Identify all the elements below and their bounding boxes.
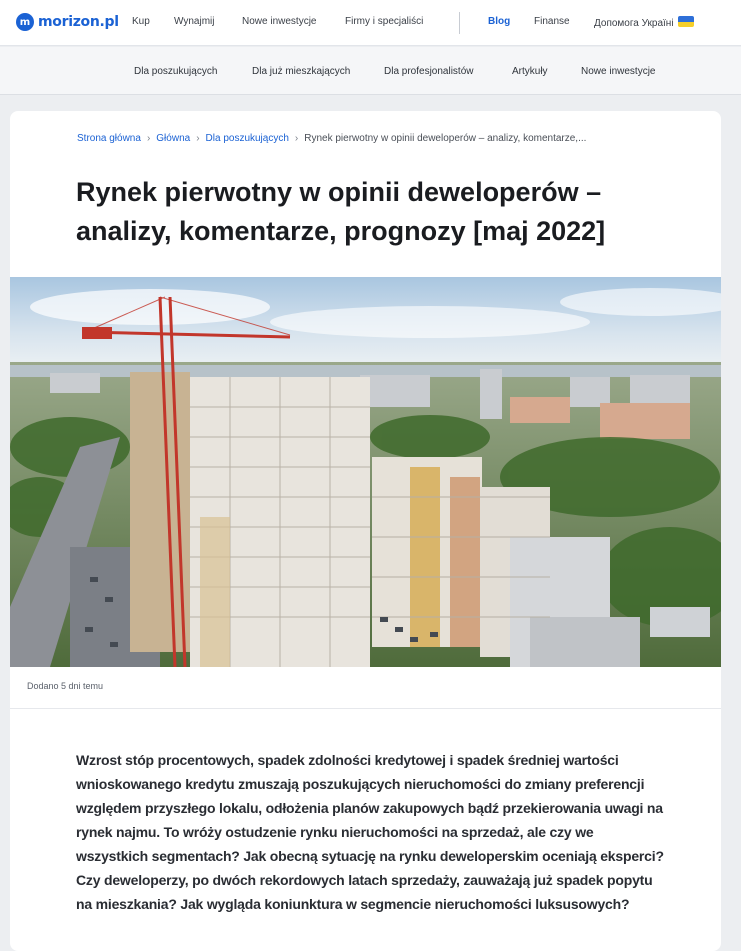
construction-photo — [10, 277, 721, 667]
subnav-item-dla-profesjonalistow[interactable]: Dla profesjonalistów — [384, 66, 474, 77]
nav-item-blog[interactable]: Blog — [488, 16, 511, 27]
breadcrumb-separator: › — [146, 133, 151, 144]
article-title: Rynek pierwotny w opinii deweloperów – analizy, komentarze, prognozy [maj 2022] — [76, 177, 606, 246]
logo-text: morizon.pl — [38, 14, 119, 30]
breadcrumb-separator: › — [196, 133, 200, 144]
nav-item-kup[interactable]: Kup — [132, 16, 150, 27]
breadcrumb-glowna[interactable]: Główna — [156, 133, 191, 144]
ukraine-flag-icon — [678, 16, 694, 27]
subnav-item-artykuly[interactable]: Artykuły — [512, 66, 548, 77]
breadcrumb — [77, 133, 586, 144]
breadcrumb-category[interactable]: Dla poszukujących — [205, 133, 289, 144]
breadcrumb-home[interactable]: Strona główna — [77, 133, 141, 144]
subnav-item-dla-mieszkajacych[interactable]: Dla już mieszkających — [252, 66, 351, 77]
image-caption: Dodano 5 dni temu — [27, 681, 104, 691]
nav-item-nowe-inwestycje[interactable]: Nowe inwestycje — [242, 16, 317, 27]
breadcrumb-current: Rynek pierwotny w opinii deweloperów – analizy, komentarze,... — [304, 133, 587, 144]
nav-item-finanse[interactable]: Finanse — [534, 16, 570, 27]
site-logo[interactable] — [16, 13, 119, 31]
subnav-item-nowe-inwestycje[interactable]: Nowe inwestycje — [581, 66, 656, 77]
nav-item-wynajmij[interactable]: Wynajmij — [174, 16, 215, 27]
nav-item-ukraine[interactable] — [594, 16, 694, 29]
article-card — [10, 111, 721, 951]
nav-item-firmy[interactable]: Firmy i specjaliści — [345, 16, 424, 27]
article-hero-image — [10, 277, 721, 667]
logo-icon: m — [16, 13, 34, 31]
ukraine-label: Допомога Україні — [594, 18, 674, 29]
article-lead: Wzrost stóp procentowych, spadek zdolności kredytowej i spadek średniej wartości wnioskowanego kredytu zmuszają poszukujących nieruchomości do zmiany preferencji względem przyszłego lokalu, odłożenia planów zakupowych bądź przekierowania uwagi na rynek najmu. To wróży ostudzenie rynku nieruchomości na sprzedaż, ale czy we wszystkich segmentach? Jak obecną sytuację na rynku deweloperskim oceniają eksperci? Czy deweloperzy, po dwóch rekordowych latach sprzedaży, zauważają już spadek popytu na mieszkania? Jak wygląda koniunktura w segmencie nieruchomości luksusowych? — [76, 752, 664, 912]
divider — [10, 708, 721, 709]
nav-divider — [459, 12, 460, 34]
top-navigation-bar — [0, 0, 741, 46]
breadcrumb-separator: › — [294, 133, 299, 144]
blog-sub-navigation — [0, 47, 741, 95]
subnav-item-dla-poszukujacych[interactable]: Dla poszukujących — [134, 66, 218, 77]
